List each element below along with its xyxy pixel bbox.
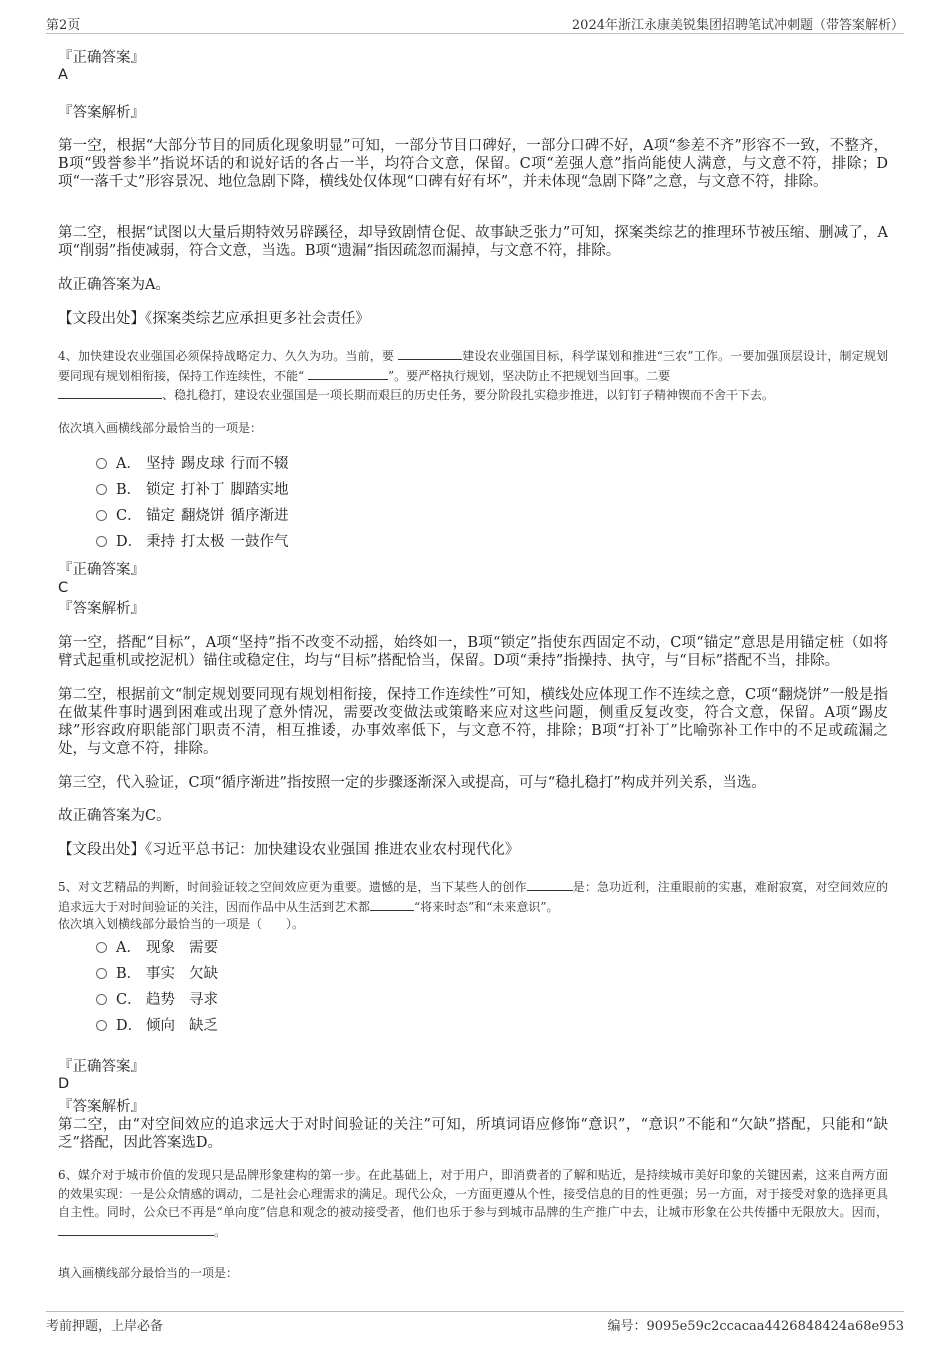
page-header — [46, 14, 904, 34]
radio-icon[interactable] — [96, 484, 107, 495]
q4-source: 【文段出处】《习近平总书记：加快建设农业强国 推进农业农村现代化》 — [58, 842, 520, 858]
q5-answer: D — [58, 1076, 70, 1092]
q3-analysis-label: 『答案解析』 — [58, 105, 145, 121]
document-id: 编号：9095e59c2ccacaa4426848424a68e953 — [607, 1319, 904, 1334]
footer-slogan: 考前押题，上岸必备 — [46, 1319, 164, 1334]
q4-analysis-2: 第二空，根据前文“制定规划要同现有规划相衔接，保持工作连续性”可知，横线处应体现工作不连续之意，C项“翻烧饼”一般是指在做某件事时遇到困难或出现了意外情况，需要改变做法或策略来应对这些问题，侧重反复改变，符合文意，保留。A项“踢皮球”形容政府职能部门职责不清，相互推诿，办事效率低下，与文意不符，排除；B项“打补丁”比喻弥补工作中的不足或疏漏之处，与文意不符，排除。 — [58, 687, 888, 757]
q5-stem: 5、对文艺精品的判断，时间验证较之空间效应更为重要。遗憾的是，当下某些人的创作 是：急功近利，注重眼前的实惠，难耐寂寞，对空间效应的追求远大于对时间验证的关注，因而作品中从生活到艺术都 “将来时态”和“未来意识”。 — [58, 877, 888, 916]
q3-source: 【文段出处】《探案类综艺应承担更多社会责任》 — [58, 311, 370, 327]
q4-option-c[interactable]: C． 锚定 翻烧饼 循序渐进 — [96, 507, 289, 525]
radio-icon[interactable] — [96, 458, 107, 469]
blank-1 — [527, 877, 573, 891]
q3-analysis-1: 第一空，根据“大部分节目的同质化现象明显”可知，一部分节目口碑好，一部分口碑不好，A项“参差不齐”形容不一致，不整齐，B项“毁誉参半”指说坏话的和说好话的各占一半，均符合文意，保留。C项“差强人意”指尚能使人满意，与文意不符，排除；D项“一落千丈”形容景况、地位急剧下降，横线处仅体现“口碑有好有坏”，并未体现“急剧下降”之意，与文意不符，排除。 — [58, 138, 888, 190]
q4-conclusion: 故正确答案为C。 — [58, 808, 171, 824]
q3-answer: A — [58, 67, 68, 83]
page-number: 第2页 — [46, 18, 81, 33]
q5-option-a[interactable]: A． 现象 需要 — [96, 939, 218, 957]
q6-instruction: 填入画横线部分最恰当的一项是： — [58, 1266, 239, 1280]
q5-option-c[interactable]: C． 趋势 寻求 — [96, 991, 218, 1009]
q4-answer-label: 『正确答案』 — [58, 562, 145, 578]
radio-icon[interactable] — [96, 510, 107, 521]
blank-2 — [308, 366, 388, 380]
q4-analysis-label: 『答案解析』 — [58, 601, 145, 617]
blank-2 — [370, 897, 414, 911]
q4-answer: C — [58, 580, 69, 596]
blank-1 — [398, 346, 462, 360]
q5-answer-label: 『正确答案』 — [58, 1059, 145, 1075]
q4-stem: 4、加快建设农业强国必须保持战略定力、久久为功。当前，要 建设农业强国目标，科学谋划和推进“三农”工作。一要加强顶层设计，制定规划要同现有规划相衔接，保持工作连续性，不能“ ”。要严格执行规划，坚决防止不把规划当回事。二要 、稳扎稳打，建设农业强国是一项长期而艰巨的历史任务，要分阶段扎实稳步推进，以钉钉子精神锲而不舍干下去。 — [58, 346, 888, 405]
q4-option-d[interactable]: D． 秉持 打太极 一鼓作气 — [96, 533, 289, 551]
radio-icon[interactable] — [96, 942, 107, 953]
q5-instruction: 依次填入划横线部分最恰当的一项是（ ）。 — [58, 917, 305, 931]
radio-icon[interactable] — [96, 994, 107, 1005]
q5-option-d[interactable]: D． 倾向 缺乏 — [96, 1017, 218, 1035]
q4-option-a[interactable]: A． 坚持 踢皮球 行而不辍 — [96, 455, 289, 473]
radio-icon[interactable] — [96, 1020, 107, 1031]
blank-3 — [58, 385, 162, 399]
q3-analysis-2: 第二空，根据“试图以大量后期特效另辟蹊径，却导致剧情仓促、故事缺乏张力”可知，探案类综艺的推理环节被压缩、删减了，A项“削弱”指使减弱，符合文意，当选。B项“遗漏”指因疏忽而漏掉，与文意不符，排除。 — [58, 225, 888, 259]
q5-option-b[interactable]: B． 事实 欠缺 — [96, 965, 218, 983]
q4-instruction: 依次填入画横线部分最恰当的一项是： — [58, 421, 263, 435]
page-footer — [46, 1311, 904, 1334]
q4-analysis-1: 第一空，搭配“目标”，A项“坚持”指不改变不动摇，始终如一，B项“锁定”指使东西固定不动，C项“锚定”意思是用锚定桩（如将臂式起重机或挖泥机）锚住或稳定住，均与“目标”搭配恰当，保留。D项“秉持”指操持、执守，与“目标”搭配不当，排除。 — [58, 635, 888, 669]
q3-answer-label: 『正确答案』 — [58, 50, 145, 66]
q4-option-b[interactable]: B． 锁定 打补丁 脚踏实地 — [96, 481, 289, 499]
q5-analysis-label: 『答案解析』 — [58, 1099, 145, 1115]
radio-icon[interactable] — [96, 968, 107, 979]
q4-analysis-3: 第三空，代入验证，C项“循序渐进”指按照一定的步骤逐渐深入或提高，可与“稳扎稳打”构成并列关系，当选。 — [58, 775, 766, 791]
q6-stem: 6、媒介对于城市价值的发现只是品牌形象建构的第一步。在此基础上，对于用户，即消费者的了解和贴近，是持续城市美好印象的关键因素，这来自两方面的效果实现：一是公众情感的调动，二是社会心理需求的满足。现代公众，一方面更遵从个性，接受信息的目的性更强；另一方面，对于接受对象的选择更具自主性。同时，公众已不再是“单向度”信息和观念的被动接受者，他们也乐于参与到城市品牌的生产推广中去，让城市形象在公共传播中无限放大。因而，。 — [58, 1168, 888, 1239]
q3-conclusion: 故正确答案为A。 — [58, 277, 170, 293]
radio-icon[interactable] — [96, 536, 107, 547]
q5-analysis: 第二空，由“对空间效应的追求远大于对时间验证的关注”可知，所填词语应修饰“意识”，“意识”不能和“欠缺”搭配，只能和“缺乏”搭配，因此答案选D。 — [58, 1117, 888, 1151]
document-title: 2024年浙江永康美锐集团招聘笔试冲刺题（带答案解析） — [571, 18, 904, 33]
blank-1 — [58, 1222, 214, 1236]
